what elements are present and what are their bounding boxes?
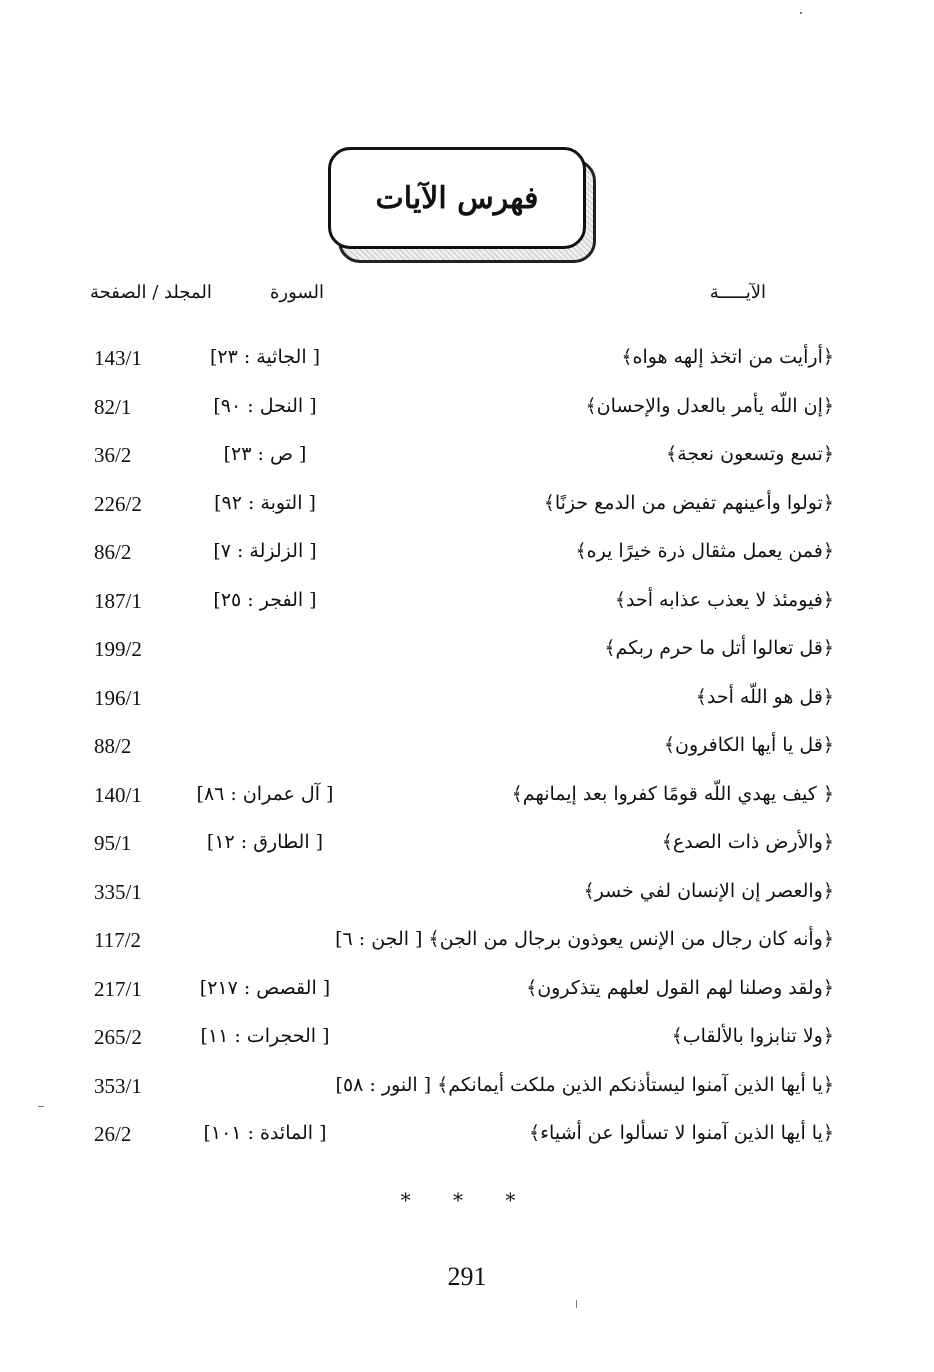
surah-ref: [ الجاثية : ٢٣] bbox=[209, 346, 321, 368]
ayah-text: ﴿أرأيت من اتخذ إلهه هواه﴾ bbox=[621, 346, 834, 368]
ayah-text: ﴿قل هو اللّه أحد﴾ bbox=[695, 685, 834, 708]
ayah-text: ﴿تسع وتسعون نعجة﴾ bbox=[666, 443, 834, 465]
volume-page: 353/1 bbox=[94, 1073, 142, 1098]
volume-page: 117/2 bbox=[94, 928, 142, 952]
section-separator: * * * bbox=[400, 1188, 534, 1212]
ayah-text: ﴿يا أيها الذين آمنوا ليستأذنكم الذين ملكت أيمانكم﴾ [ النور : ٥٨] bbox=[335, 1073, 834, 1096]
index-row bbox=[0, 1116, 934, 1165]
page-number: 291 bbox=[447, 1262, 487, 1291]
volume-page: 140/1 bbox=[94, 782, 142, 807]
scan-speck bbox=[38, 1106, 44, 1107]
ayah-text: ﴿قل تعالوا أتل ما حرم ربكم﴾ bbox=[604, 637, 834, 659]
index-row bbox=[0, 583, 934, 632]
surah-ref: [ الفجر : ٢٥] bbox=[213, 588, 317, 611]
index-row bbox=[0, 874, 934, 923]
volume-page: 335/1 bbox=[94, 879, 142, 904]
ayah-index-list bbox=[0, 340, 934, 1165]
index-row bbox=[0, 437, 934, 486]
scan-speck bbox=[800, 12, 802, 14]
volume-page: 26/2 bbox=[94, 1122, 132, 1146]
volume-page: 36/2 bbox=[94, 443, 132, 467]
index-row bbox=[0, 340, 934, 389]
index-row bbox=[0, 728, 934, 777]
scan-speck bbox=[576, 1300, 577, 1308]
index-row bbox=[0, 825, 934, 874]
index-row bbox=[0, 922, 934, 971]
surah-ref: [ آل عمران : ٨٦] bbox=[196, 782, 334, 805]
volume-page: 187/1 bbox=[94, 588, 142, 613]
ayah-text: ﴿فيومئذ لا يعذب عذابه أحد﴾ bbox=[614, 588, 834, 611]
index-row bbox=[0, 534, 934, 583]
header-surah: السورة bbox=[270, 282, 324, 303]
surah-ref: [ الحجرات : ١١] bbox=[200, 1025, 330, 1047]
surah-ref: [ المائدة : ١٠١] bbox=[203, 1122, 327, 1144]
index-row bbox=[0, 680, 934, 729]
ayah-text: ﴿يا أيها الذين آمنوا لا تسألوا عن أشياء﴾ bbox=[528, 1122, 834, 1144]
ayah-text: ﴿والعصر إن الإنسان لفي خسر﴾ bbox=[583, 879, 834, 902]
ayah-text: ﴿تولوا وأعينهم تفيض من الدمع حزنًا﴾ bbox=[543, 491, 834, 514]
volume-page: 199/2 bbox=[94, 637, 142, 661]
surah-ref: [ القصص : ٢١٧] bbox=[199, 976, 331, 999]
ayah-text: ﴿ولقد وصلنا لهم القول لعلهم يتذكرون﴾ bbox=[526, 976, 834, 999]
ayah-text: ﴿إن اللّه يأمر بالعدل والإحسان﴾ bbox=[585, 394, 834, 417]
header-volume-page: المجلد / الصفحة bbox=[90, 282, 212, 303]
ayah-text: ﴿ كيف يهدي اللّه قومًا كفروا بعد إيمانهم﴾ bbox=[511, 782, 834, 805]
volume-page: 86/2 bbox=[94, 540, 132, 564]
volume-page: 217/1 bbox=[94, 976, 142, 1001]
index-row bbox=[0, 777, 934, 826]
surah-ref: [ الطارق : ١٢] bbox=[206, 831, 324, 853]
surah-ref: [ ص : ٢٣] bbox=[223, 443, 307, 465]
volume-page: 265/2 bbox=[94, 1025, 142, 1049]
surah-ref: [ الزلزلة : ٧] bbox=[213, 540, 317, 562]
volume-page: 82/1 bbox=[94, 394, 132, 419]
volume-page: 88/2 bbox=[94, 734, 132, 758]
ayah-text: ﴿فمن يعمل مثقال ذرة خيرًا يره﴾ bbox=[575, 540, 834, 562]
ayah-text: ﴿والأرض ذات الصدع﴾ bbox=[661, 831, 834, 853]
index-row bbox=[0, 631, 934, 680]
surah-ref: [ التوبة : ٩٢] bbox=[214, 491, 316, 514]
volume-page: 143/1 bbox=[94, 346, 142, 370]
ayah-text: ﴿وأنه كان رجال من الإنس يعوذون برجال من الجن﴾ [ الجن : ٦] bbox=[335, 928, 834, 950]
title-box bbox=[328, 147, 586, 249]
index-row bbox=[0, 1019, 934, 1068]
ayah-text: ﴿ولا تنابزوا بالألقاب﴾ bbox=[671, 1025, 834, 1047]
page-title: فهرس الآيات bbox=[375, 180, 539, 216]
volume-page: 95/1 bbox=[94, 831, 132, 855]
index-row bbox=[0, 389, 934, 438]
header-ayah: الآيـــــة bbox=[709, 282, 766, 303]
ayah-text: ﴿قل يا أيها الكافرون﴾ bbox=[663, 734, 834, 756]
volume-page: 226/2 bbox=[94, 491, 142, 516]
index-row bbox=[0, 1068, 934, 1117]
volume-page: 196/1 bbox=[94, 685, 142, 710]
index-title-frame bbox=[328, 147, 590, 257]
index-row bbox=[0, 486, 934, 535]
surah-ref: [ النحل : ٩٠] bbox=[213, 394, 317, 417]
index-row bbox=[0, 971, 934, 1020]
